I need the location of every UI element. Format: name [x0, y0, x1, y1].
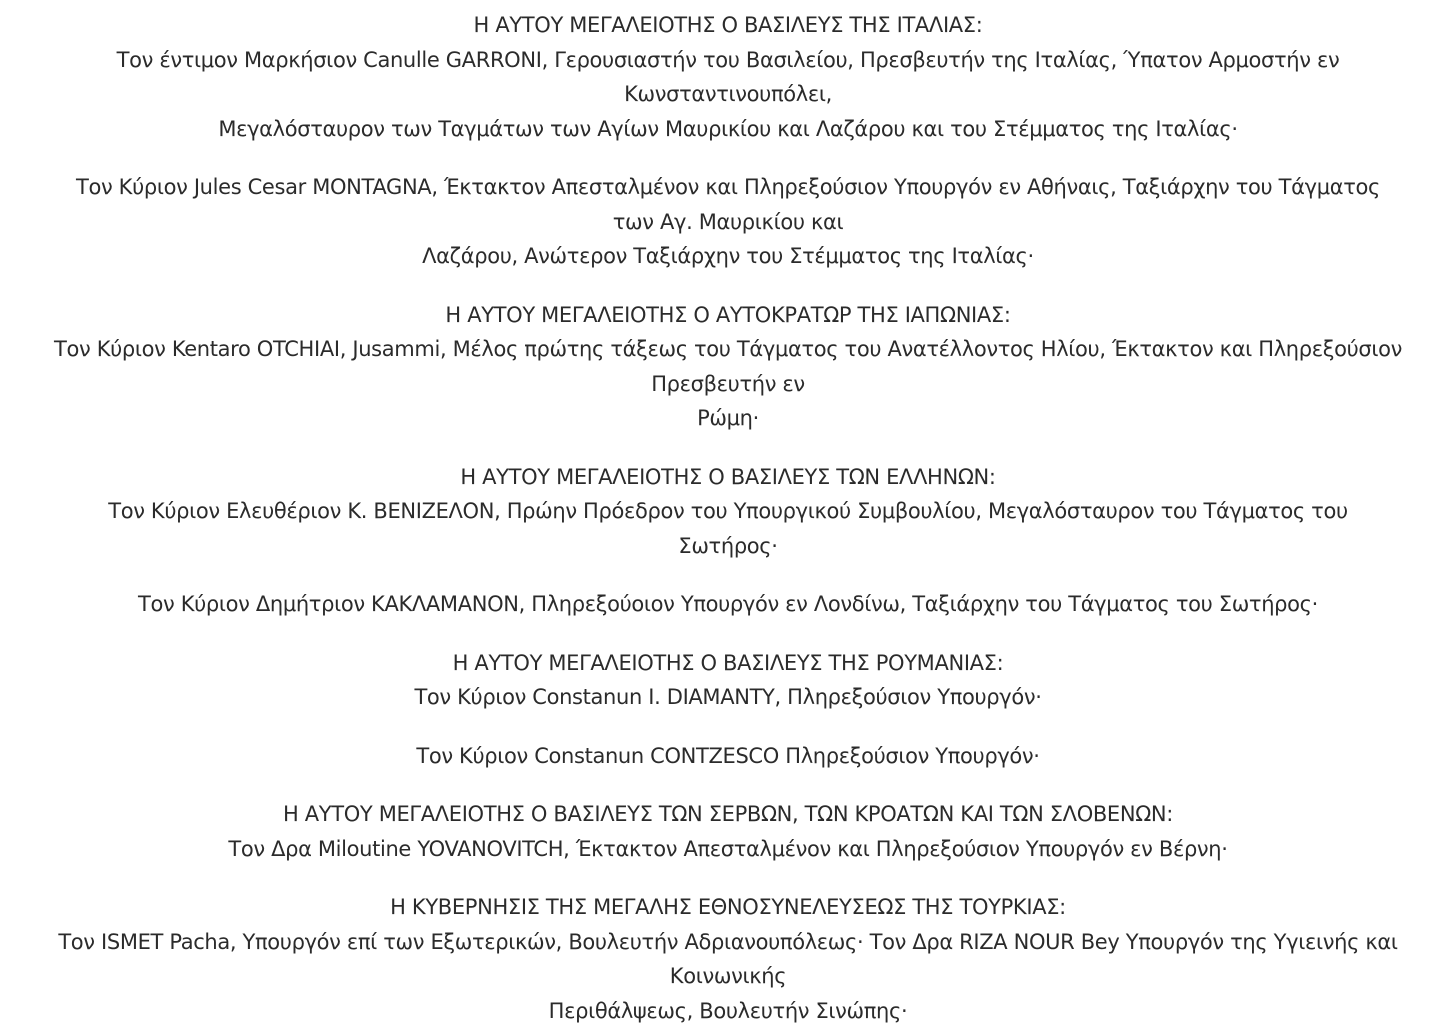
paragraph-greece-kaklamanos — [0, 587, 1456, 622]
text-line: Μεγαλόσταυρον των Ταγμάτων των Αγίων Μαυρικίου και Λαζάρου και του Στέμματος της Ιταλίας· — [0, 112, 1456, 147]
text-line: Κωνσταντινουπόλει, — [0, 77, 1456, 112]
text-line: Τον Κύριον Δημήτριον ΚΑΚΛΑΜΑΝΟΝ, Πληρεξούοιον Υπουργόν εν Λονδίνω, Ταξιάρχην του Τάγματος του Σωτήρος· — [0, 587, 1456, 622]
paragraph-italy-montagna — [0, 170, 1456, 274]
heading-king-of-italy: Η ΑΥΤΟΥ ΜΕΓΑΛΕΙΟΤΗΣ Ο ΒΑΣΙΛΕΥΣ ΤΗΣ ΙΤΑΛΙΑΣ: — [0, 8, 1456, 43]
heading-king-of-romania: Η ΑΥΤΟΥ ΜΕΓΑΛΕΙΟΤΗΣ Ο ΒΑΣΙΛΕΥΣ ΤΗΣ ΡΟΥΜΑΝΙΑΣ: — [0, 646, 1456, 681]
heading-king-of-greeks: Η ΑΥΤΟΥ ΜΕΓΑΛΕΙΟΤΗΣ Ο ΒΑΣΙΛΕΥΣ ΤΩΝ ΕΛΛΗΝΩΝ: — [0, 460, 1456, 495]
text-line: Περιθάλψεως, Βουλευτήν Σινώπης· — [0, 994, 1456, 1028]
paragraph-romania-diamanty — [0, 646, 1456, 715]
heading-emperor-of-japan: Η ΑΥΤΟΥ ΜΕΓΑΛΕΙΟΤΗΣ Ο ΑΥΤΟΚΡΑΤΩΡ ΤΗΣ ΙΑΠΩΝΙΑΣ: — [0, 298, 1456, 333]
paragraph-greece-venizelos — [0, 460, 1456, 564]
text-line: των Αγ. Μαυρικίου και — [0, 205, 1456, 240]
text-line: Λαζάρου, Ανώτερον Ταξιάρχην του Στέμματος της Ιταλίας· — [0, 239, 1456, 274]
text-line: Τον Κύριον Jules Cesar MONTAGNA, Έκτακτον Απεσταλμένον και Πληρεξούσιον Υπουργόν εν Αθήναις, Ταξιάρχην του Τάγματος — [0, 170, 1456, 205]
text-line: Τον Δρα Miloutine YOVANOVITCH, Έκτακτον Απεσταλμένον και Πληρεξούσιον Υπουργόν εν Βέρνη· — [0, 832, 1456, 867]
text-line: Κοινωνικής — [0, 959, 1456, 994]
text-line: Τον έντιμον Μαρκήσιον Canulle GARRONI, Γερουσιαστήν του Βασιλείου, Πρεσβευτήν της Ιταλίας, Ύπατον Αρμοστήν εν — [0, 43, 1456, 78]
text-line: Σωτήρος· — [0, 529, 1456, 564]
paragraph-japan — [0, 298, 1456, 436]
paragraph-italy-garroni — [0, 8, 1456, 146]
text-line: Τον Κύριον Constanun I. DIAMANTY, Πληρεξούσιον Υπουργόν· — [0, 680, 1456, 715]
paragraph-turkey — [0, 890, 1456, 1028]
heading-king-of-serbs-croats-slovenes: Η ΑΥΤΟΥ ΜΕΓΑΛΕΙΟΤΗΣ Ο ΒΑΣΙΛΕΥΣ ΤΩΝ ΣΕΡΒΩΝ, ΤΩΝ ΚΡΟΑΤΩΝ ΚΑΙ ΤΩΝ ΣΛΟΒΕΝΩΝ: — [0, 797, 1456, 832]
heading-government-of-turkey: Η ΚΥΒΕΡΝΗΣΙΣ ΤΗΣ ΜΕΓΑΛΗΣ ΕΘΝΟΣΥΝΕΛΕΥΣΕΩΣ ΤΗΣ ΤΟΥΡΚΙΑΣ: — [0, 890, 1456, 925]
text-line: Τον Κύριον Constanun CONTZESCO Πληρεξούσιον Υπουργόν· — [0, 739, 1456, 774]
text-line: Τον Κύριον Ελευθέριον Κ. ΒΕΝΙΖΕΛΟΝ, Πρώην Πρόεδρον του Υπουργικού Συμβουλίου, Μεγαλόσταυρον του Τάγματος του — [0, 494, 1456, 529]
text-line: Ρώμη· — [0, 401, 1456, 436]
text-line: Πρεσβευτήν εν — [0, 367, 1456, 402]
text-line: Τον Κύριον Kentaro OTCHIAI, Jusammi, Μέλος πρώτης τάξεως του Τάγματος του Ανατέλλοντος Ηλίου, Έκτακτον και Πληρεξούσιον — [0, 332, 1456, 367]
paragraph-serbs-croats-slovenes — [0, 797, 1456, 866]
text-line: Τον ISMET Pacha, Υπουργόν επί των Εξωτερικών, Βουλευτήν Αδριανουπόλεως· Τον Δρα RIZA NOUR Bey Υπουργόν της Υγιεινής και — [0, 925, 1456, 960]
paragraph-romania-contzesco — [0, 739, 1456, 774]
